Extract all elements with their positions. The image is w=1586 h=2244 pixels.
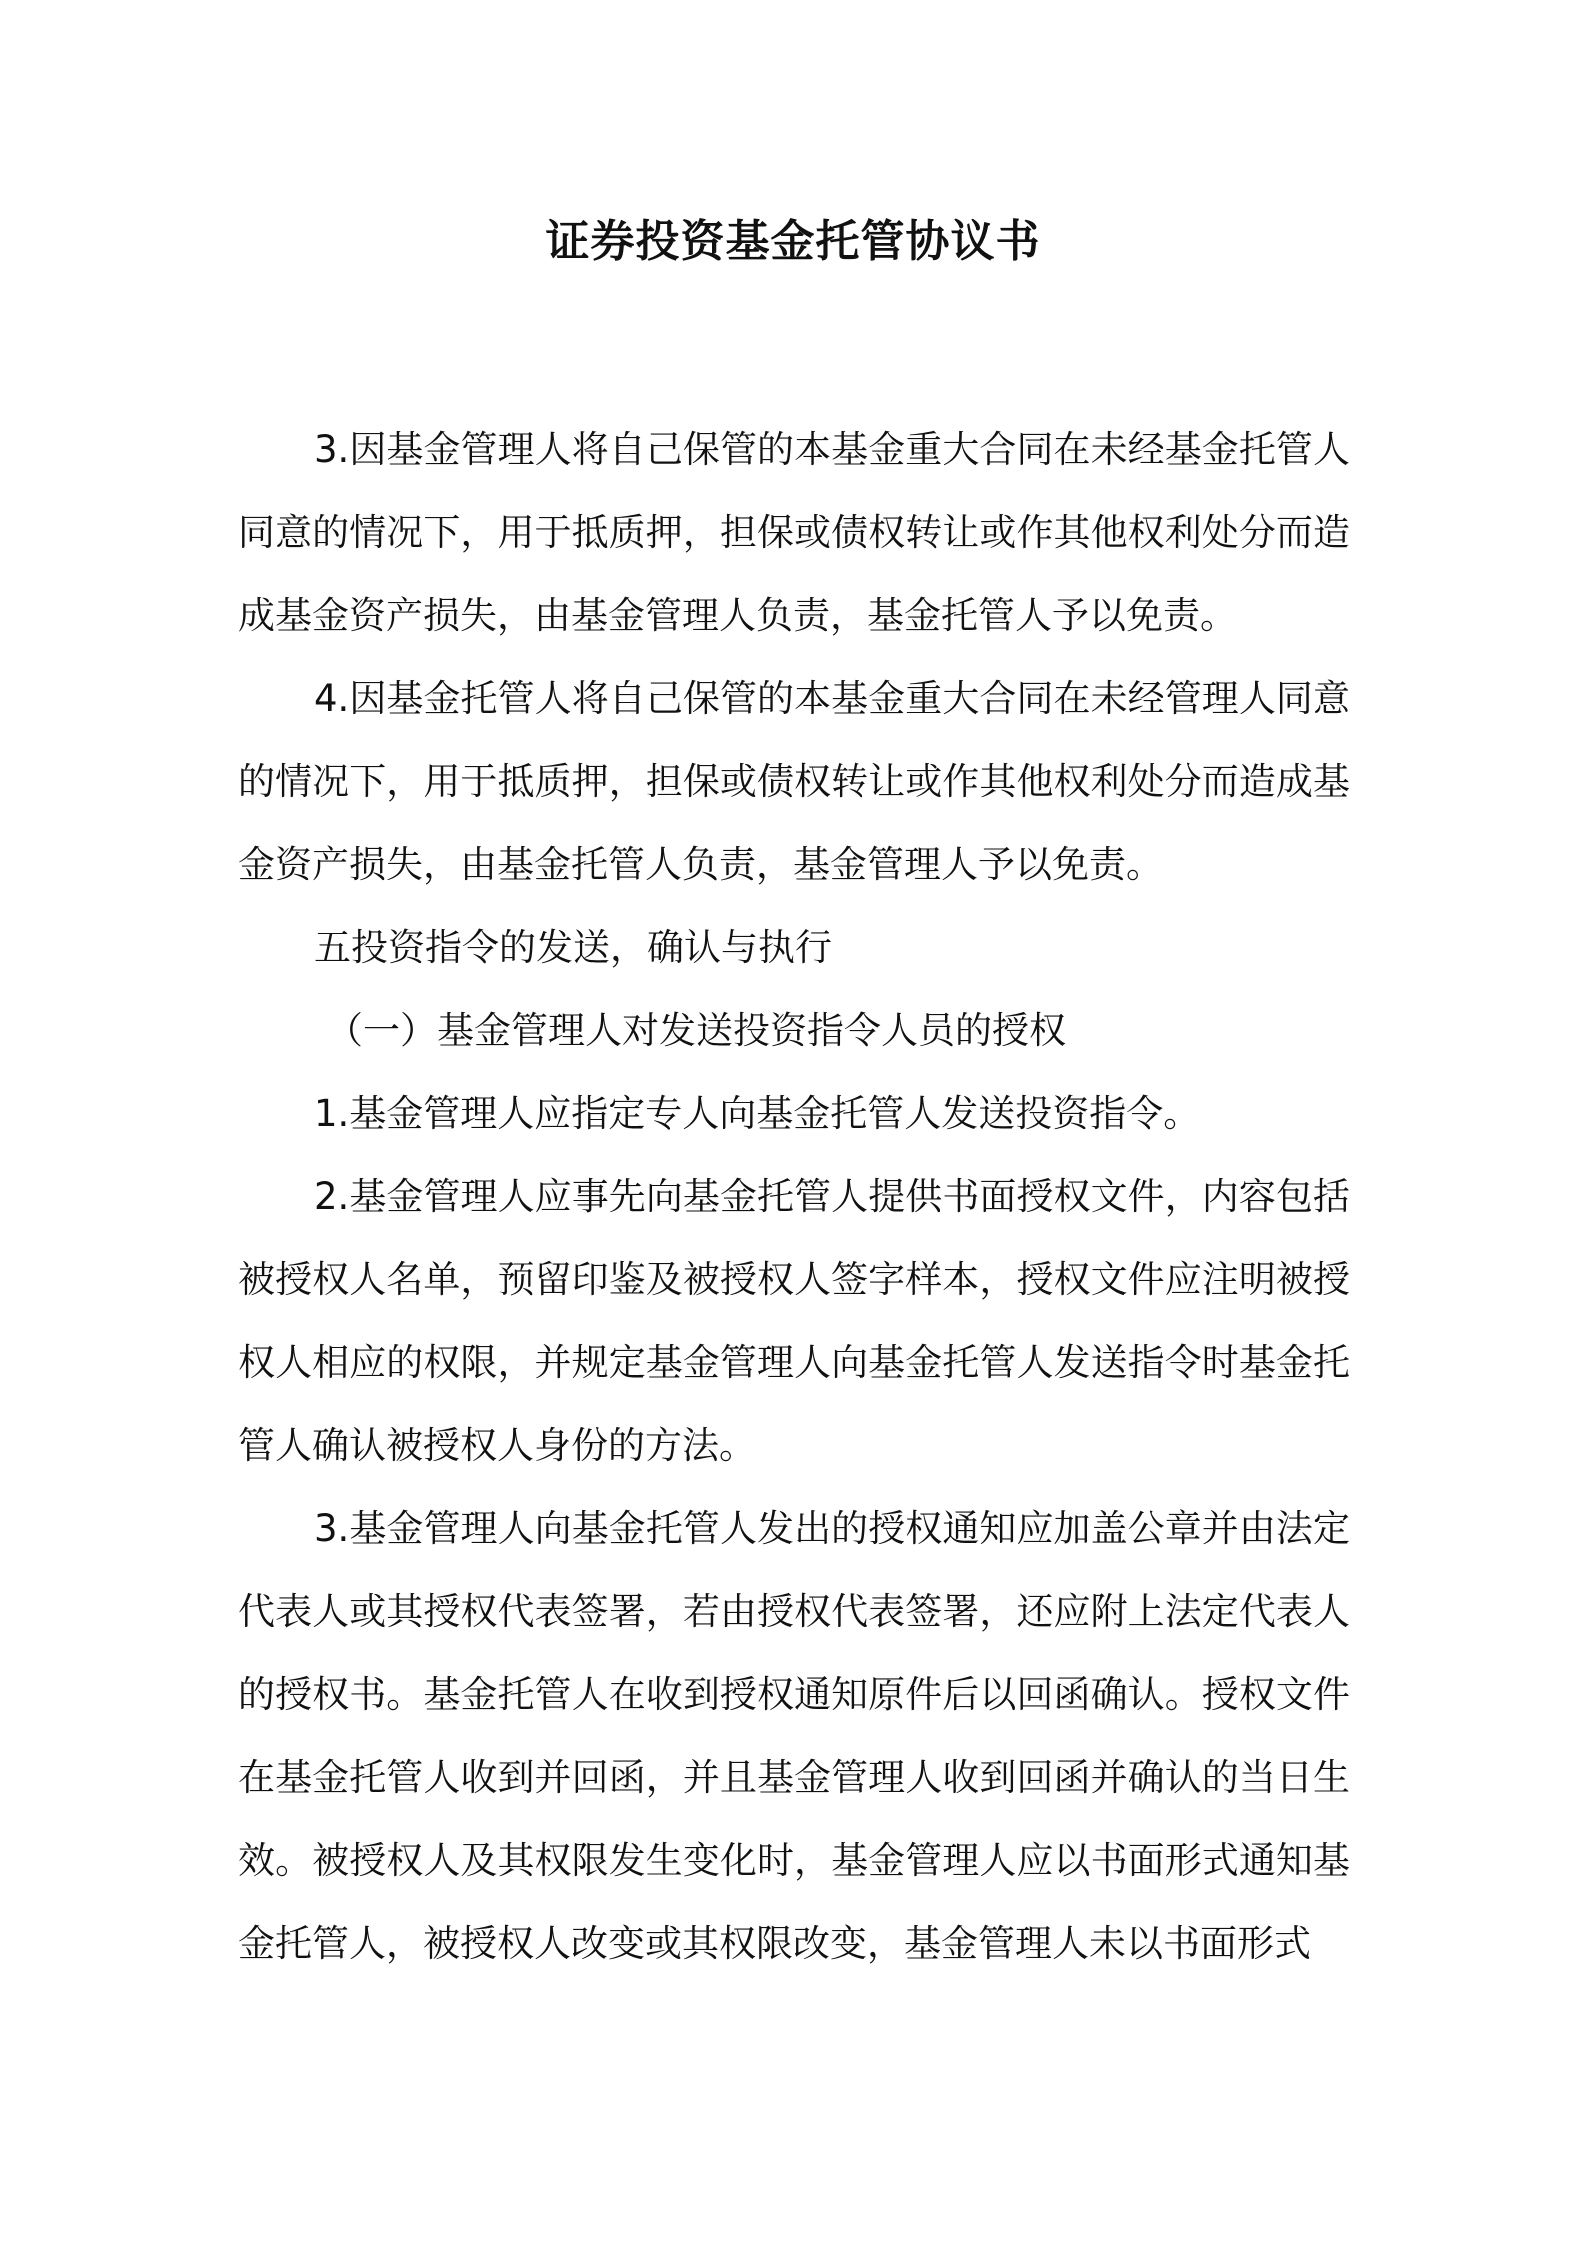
paragraph-item-2: 2.基金管理人应事先向基金托管人提供书面授权文件，内容包括被授权人名单，预留印鉴及被授权人签字样本，授权文件应注明被授权人相应的权限，并规定基金管理人向基金托管人发送指令时基金托管人确认被授权人身份的方法。 <box>238 1175 1350 1467</box>
subsection-heading: （一）基金管理人对发送投资指令人员的授权 <box>326 1009 1066 1052</box>
paragraph-clause-4: 4.因基金托管人将自己保管的本基金重大合同在未经管理人同意的情况下，用于抵质押，担保或债权转让或作其他权利处分而造成基金资产损失，由基金托管人负责，基金管理人予以免责。 <box>238 677 1350 886</box>
paragraph-item-3: 3.基金管理人向基金托管人发出的授权通知应加盖公章并由法定代表人或其授权代表签署，若由授权代表签署，还应附上法定代表人的授权书。基金托管人在收到授权通知原件后以回函确认。授权文件在基金托管人收到并回函，并且基金管理人收到回函并确认的当日生效。被授权人及其权限发生变化时，基金管理人应以书面形式通知基金托管人，被授权人改变或其权限改变，基金管理人未以书面形式 <box>238 1507 1350 1965</box>
document-body <box>238 408 1350 1985</box>
document-title: 证券投资基金托管协议书 <box>545 216 1041 267</box>
paragraph-item-1: 1.基金管理人应指定专人向基金托管人发送投资指令。 <box>314 1092 1201 1135</box>
paragraph-clause-3: 3.因基金管理人将自己保管的本基金重大合同在未经基金托管人同意的情况下，用于抵质押，担保或债权转让或作其他权利处分而造成基金资产损失，由基金管理人负责，基金托管人予以免责。 <box>238 428 1350 637</box>
section-heading: 五投资指令的发送，确认与执行 <box>314 926 832 969</box>
